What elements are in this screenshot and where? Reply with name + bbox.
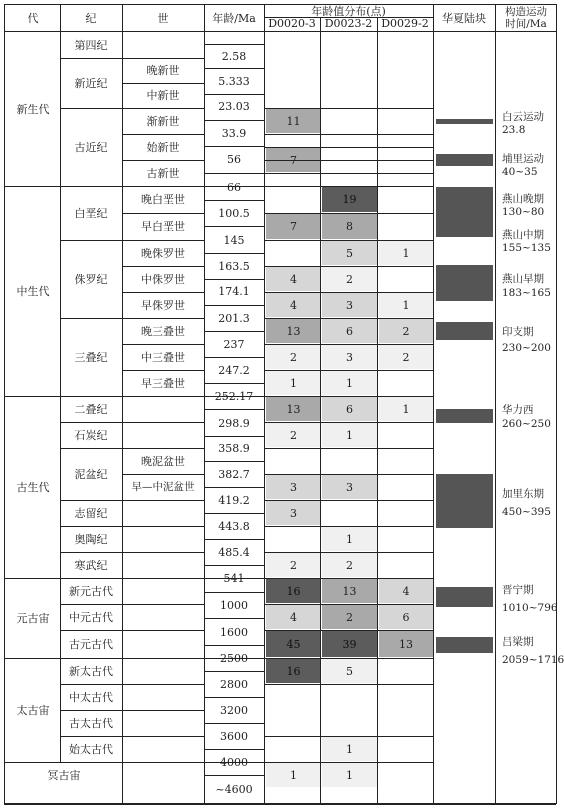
count-value: 8 — [346, 220, 353, 233]
grid-line — [204, 120, 264, 121]
tectonic-event-age: 1010~796 — [502, 602, 558, 614]
grid-line — [60, 240, 204, 241]
grid-line — [122, 134, 204, 135]
grid-line — [495, 4, 496, 803]
period-label: 二叠纪 — [74, 402, 108, 416]
period-label: 侏罗纪 — [74, 272, 108, 286]
grid-line — [60, 318, 204, 319]
count-value: 2 — [290, 428, 297, 442]
grid-line — [204, 671, 264, 672]
tectonic-bar — [436, 322, 493, 340]
grid-line — [4, 186, 264, 187]
grid-line — [264, 658, 433, 659]
tectonic-event-name: 燕山早期 — [502, 273, 544, 285]
count-value: 39 — [342, 637, 357, 651]
count-value: 3 — [346, 350, 353, 364]
grid-line — [4, 4, 5, 804]
grid-line — [204, 305, 264, 306]
count-value: 2 — [402, 350, 410, 364]
grid-line — [204, 279, 264, 280]
tectonic-bar — [436, 409, 493, 423]
period-label: 中元古代 — [69, 610, 113, 624]
epoch-label: 渐新世 — [146, 114, 180, 128]
count-value: 3 — [346, 298, 353, 312]
epoch-label: 始新世 — [146, 140, 180, 154]
header-period: 纪 — [85, 11, 97, 25]
grid-line — [264, 604, 433, 605]
grid-line — [122, 266, 204, 267]
count-value: 1 — [402, 298, 410, 312]
grid-line — [204, 539, 264, 540]
grid-line — [60, 500, 204, 501]
grid-line — [204, 44, 264, 45]
grid-line — [122, 370, 204, 371]
epoch-label: 古新世 — [146, 166, 180, 180]
grid-line — [204, 618, 264, 619]
tectonic-event-name: 埔里运动 — [502, 153, 544, 165]
count-value: 5 — [346, 664, 353, 678]
period-label: 中太古代 — [69, 690, 113, 704]
count-value: 3 — [290, 480, 297, 494]
epoch-label: 晚三叠世 — [141, 324, 185, 338]
tectonic-event-age: 155~135 — [502, 242, 551, 254]
count-value: 2 — [290, 350, 297, 364]
count-value: 4 — [290, 610, 297, 624]
age-value: 247.2 — [218, 363, 250, 377]
grid-line — [264, 213, 433, 214]
count-value: 4 — [290, 272, 297, 286]
count-value: 13 — [342, 584, 357, 598]
count-value: 19 — [342, 193, 357, 206]
grid-line — [122, 474, 204, 475]
count-value: 2 — [402, 324, 410, 338]
count-value: 13 — [399, 637, 413, 651]
grid-line — [60, 422, 204, 423]
header-epoch: 世 — [157, 11, 169, 25]
count-value: 7 — [290, 153, 297, 167]
period-label: 泥盆纪 — [74, 467, 108, 481]
grid-line — [4, 396, 264, 397]
grid-line — [204, 146, 264, 147]
grid-line — [204, 94, 264, 95]
era-label: 冥古宙 — [47, 768, 81, 782]
age-value: 252.17 — [214, 389, 254, 403]
count-value: 1 — [346, 768, 353, 782]
count-value: 45 — [286, 637, 301, 651]
age-value: 66 — [227, 180, 241, 194]
grid-line — [122, 213, 204, 214]
period-label: 三叠纪 — [74, 350, 108, 364]
grid-line — [264, 422, 433, 423]
grid-line — [204, 592, 264, 593]
grid-line — [264, 684, 433, 685]
grid-line — [204, 513, 264, 514]
grid-line — [264, 17, 433, 18]
header-block: 华夏陆块 — [442, 11, 486, 25]
grid-line — [60, 736, 204, 737]
count-value: 1 — [402, 246, 410, 260]
period-label: 石炭纪 — [74, 428, 108, 442]
epoch-label: 早—中泥盆世 — [131, 480, 195, 493]
tectonic-bar — [436, 187, 493, 237]
grid-line — [60, 684, 204, 685]
grid-line — [204, 331, 264, 332]
grid-line — [264, 108, 433, 109]
grid-line — [204, 749, 264, 750]
period-label: 志留纪 — [74, 506, 108, 520]
epoch-label: 早侏罗世 — [141, 298, 185, 312]
count-value: 1 — [346, 428, 353, 442]
age-value: 23.03 — [218, 99, 250, 113]
age-value: 485.4 — [218, 545, 250, 559]
grid-line — [4, 658, 264, 659]
count-value: 1 — [346, 532, 353, 546]
age-value: 419.2 — [218, 493, 250, 507]
header-distribution: 年龄值分布(点) — [311, 5, 386, 18]
grid-line — [204, 357, 264, 358]
count-value: 6 — [402, 610, 410, 624]
grid-line — [60, 604, 204, 605]
age-value: 382.7 — [218, 467, 250, 481]
period-label: 奥陶纪 — [74, 532, 108, 546]
grid-line — [60, 710, 204, 711]
grid-line — [264, 736, 433, 737]
grid-line — [60, 448, 204, 449]
header-sample-3: D0029-2 — [381, 17, 429, 30]
grid-line — [204, 436, 264, 437]
grid-line — [4, 762, 264, 763]
age-value: 1000 — [220, 598, 248, 612]
count-value: 1 — [290, 376, 297, 390]
count-value: 1 — [290, 768, 297, 782]
count-value: 2 — [290, 558, 297, 572]
grid-line — [204, 565, 264, 566]
age-value: 3600 — [220, 729, 248, 743]
age-value: 237 — [223, 337, 245, 351]
header-tectonic: 构造运动 时间/Ma — [505, 6, 547, 30]
age-value: 358.9 — [218, 441, 250, 455]
grid-line — [264, 147, 433, 148]
count-value: 13 — [286, 402, 301, 416]
grid-line — [122, 160, 204, 161]
tectonic-event-name: 印支期 — [502, 326, 534, 338]
age-value: ~4600 — [215, 782, 253, 796]
epoch-label: 晚白垩世 — [141, 193, 185, 206]
era-label: 新生代 — [16, 102, 50, 116]
age-value: 201.3 — [218, 311, 250, 325]
grid-line — [60, 552, 204, 553]
count-value: 1 — [402, 402, 410, 416]
period-label: 新近纪 — [74, 76, 108, 90]
age-value: 174.1 — [218, 284, 250, 298]
grid-line — [60, 630, 204, 631]
header-age: 年龄/Ma — [212, 11, 256, 25]
count-value: 3 — [290, 506, 297, 520]
age-value: 145 — [223, 233, 245, 247]
age-value: 3200 — [220, 703, 248, 717]
grid-line — [264, 578, 433, 579]
grid-line — [204, 775, 264, 776]
grid-line — [264, 552, 433, 553]
period-label: 古近纪 — [74, 140, 108, 154]
grid-line — [204, 383, 264, 384]
grid-line — [204, 461, 264, 462]
age-value: 2500 — [220, 651, 248, 665]
grid-line — [204, 697, 264, 698]
grid-line — [60, 526, 204, 527]
grid-line — [204, 226, 264, 227]
count-value: 1 — [346, 376, 353, 390]
age-value: 2800 — [220, 677, 248, 691]
period-label: 古太古代 — [69, 716, 113, 730]
tectonic-bar — [436, 474, 493, 528]
grid-line — [4, 578, 264, 579]
grid-line — [264, 292, 433, 293]
count-value: 2 — [346, 558, 353, 572]
grid-line — [264, 266, 433, 267]
age-value: 33.9 — [221, 126, 247, 140]
tectonic-event-name: 燕山晚期 — [502, 193, 544, 205]
grid-line — [60, 108, 204, 109]
count-value: 1 — [346, 742, 353, 756]
grid-line — [204, 487, 264, 488]
count-value: 2 — [346, 272, 353, 286]
grid-line — [204, 4, 205, 803]
grid-line — [264, 344, 433, 345]
epoch-label: 中新世 — [146, 89, 180, 102]
age-value: 541 — [223, 571, 245, 585]
epoch-label: 晚侏罗世 — [141, 246, 185, 260]
count-value: 3 — [346, 480, 353, 494]
tectonic-bar — [436, 119, 493, 124]
tectonic-event-age: 2059~1716 — [502, 654, 564, 666]
grid-line — [264, 186, 433, 187]
epoch-label: 晚新世 — [146, 64, 180, 77]
epoch-label: 早三叠世 — [141, 376, 185, 390]
count-value: 13 — [286, 324, 301, 338]
age-value: 2.58 — [221, 49, 247, 63]
age-value: 443.8 — [218, 519, 250, 533]
tectonic-event-name: 加里东期 — [502, 488, 544, 500]
tectonic-event-age: 40~35 — [502, 166, 538, 178]
tectonic-event-name: 燕山中期 — [502, 229, 544, 241]
count-value: 6 — [346, 324, 353, 338]
period-label: 古元古代 — [69, 637, 113, 651]
tectonic-event-age: 183~165 — [502, 287, 551, 299]
epoch-label: 中三叠世 — [141, 350, 185, 364]
grid-line — [264, 370, 433, 371]
grid-line — [204, 68, 264, 69]
epoch-label: 晚泥盆世 — [141, 454, 185, 468]
grid-line — [264, 240, 433, 241]
tectonic-event-age: 450~395 — [502, 506, 551, 518]
epoch-label: 中侏罗世 — [141, 272, 185, 286]
grid-line — [122, 292, 204, 293]
tectonic-event-age: 260~250 — [502, 418, 551, 430]
age-value: 100.5 — [218, 206, 250, 220]
period-label: 始太古代 — [69, 742, 113, 756]
grid-line — [4, 31, 556, 32]
grid-line — [556, 4, 557, 804]
grid-line — [264, 134, 433, 135]
tectonic-event-name: 吕梁期 — [502, 636, 534, 648]
grid-line — [204, 409, 264, 410]
tectonic-event-name: 华力西 — [502, 404, 534, 416]
tectonic-event-age: 130~80 — [502, 206, 545, 218]
era-label: 元古宙 — [16, 611, 50, 625]
epoch-label: 早白垩世 — [141, 220, 185, 233]
tectonic-event-name: 晋宁期 — [502, 584, 534, 596]
period-label: 新太古代 — [69, 664, 113, 678]
grid-line — [60, 4, 61, 762]
period-label: 寒武纪 — [74, 558, 108, 572]
age-value: 5.333 — [218, 74, 250, 88]
grid-line — [204, 253, 264, 254]
age-value: 163.5 — [218, 259, 250, 273]
header-sample-1: D0020-3 — [268, 17, 316, 30]
grid-line — [60, 58, 204, 59]
tectonic-bar — [436, 637, 493, 653]
era-label: 古生代 — [16, 480, 50, 494]
grid-line — [264, 474, 433, 475]
age-value: 56 — [227, 152, 241, 166]
header-sample-2: D0023-2 — [324, 17, 373, 30]
header-era: 代 — [27, 11, 39, 25]
grid-line — [433, 4, 434, 803]
grid-line — [264, 173, 433, 174]
count-value: 2 — [346, 610, 353, 624]
grid-line — [264, 396, 433, 397]
grid-line — [264, 160, 433, 161]
grid-line — [264, 526, 433, 527]
tectonic-bar — [436, 265, 493, 301]
count-value: 16 — [286, 664, 301, 678]
grid-line — [122, 83, 204, 84]
tectonic-event-name: 白云运动 — [502, 111, 544, 123]
grid-line — [264, 762, 433, 763]
tectonic-bar — [436, 154, 493, 166]
age-value: 1600 — [220, 625, 248, 639]
era-label: 中生代 — [16, 284, 50, 298]
age-value: 4000 — [220, 755, 248, 769]
grid-line — [204, 173, 264, 174]
tectonic-event-age: 230~200 — [502, 342, 551, 354]
count-value: 11 — [286, 114, 301, 128]
count-value: 7 — [290, 220, 297, 233]
grid-line — [4, 4, 556, 5]
count-value: 4 — [402, 584, 410, 598]
age-value: 298.9 — [218, 416, 250, 430]
grid-line — [4, 803, 556, 805]
period-label: 白垩纪 — [74, 206, 108, 220]
grid-line — [264, 500, 433, 501]
count-value: 6 — [346, 402, 353, 416]
grid-line — [264, 630, 433, 631]
grid-line — [122, 344, 204, 345]
tectonic-event-age: 23.8 — [502, 124, 526, 136]
grid-line — [204, 200, 264, 201]
grid-line — [204, 723, 264, 724]
count-value: 5 — [346, 246, 353, 260]
count-value: 4 — [290, 298, 297, 312]
grid-line — [264, 318, 433, 319]
grid-line — [204, 645, 264, 646]
grid-line — [264, 448, 433, 449]
tectonic-bar — [436, 587, 493, 607]
period-label: 新元古代 — [69, 584, 113, 598]
count-value: 16 — [286, 584, 301, 598]
period-label: 第四纪 — [74, 38, 108, 52]
era-label: 太古宙 — [16, 703, 50, 717]
